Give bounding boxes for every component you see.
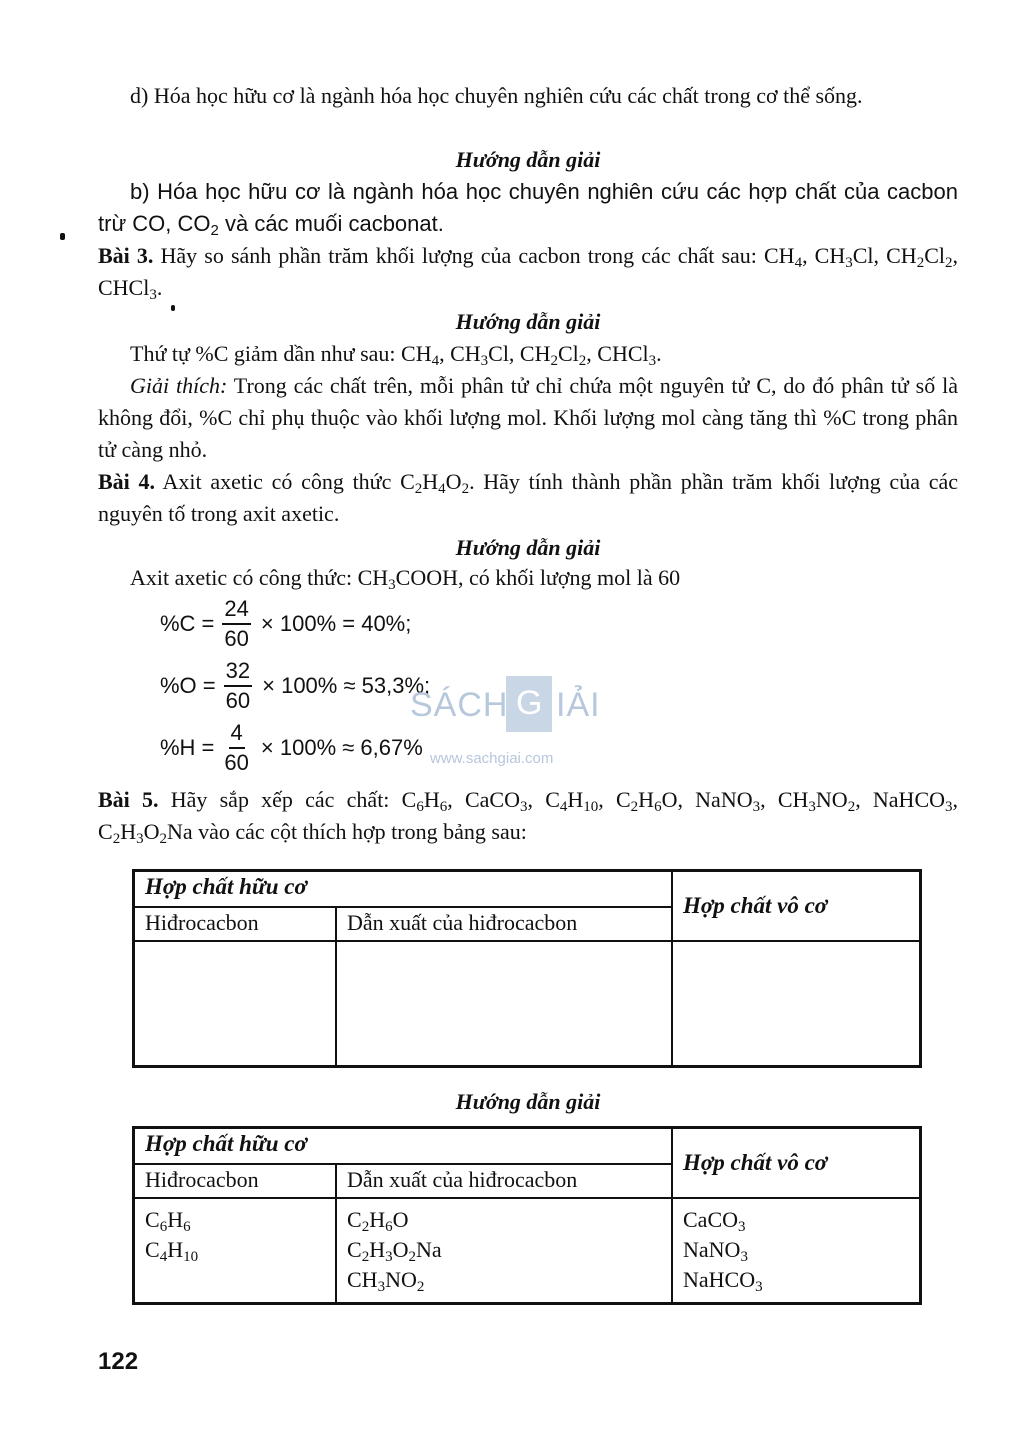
- fraction: $\frac{24}{60}$: [224, 596, 249, 651]
- hydrocarbon-header: Hiđrocacbon: [134, 907, 337, 941]
- inorganic-cell: CaCO$_3$ NaNO$_3$ NaHCO$_3$: [672, 1198, 921, 1304]
- classification-table-answer: [132, 1126, 922, 1305]
- exercise-4-label: Bài 4.: [98, 469, 156, 494]
- exercise-5-label: Bài 5.: [98, 787, 159, 812]
- organic-header: Hợp chất hữu cơ: [134, 871, 673, 907]
- hydrocarbon-cell: [134, 941, 337, 1067]
- formula-list-5: $C_6H_6$, CaCO$_3$, $C_4H_{10}$, $C_2H_6O$, NaNO$_3$, $CH_3NO_2$, NaHCO$_3$, $C_2H_3O_2Na$: [98, 787, 959, 847]
- derivative-cell: [336, 941, 672, 1067]
- hydrocarbon-cell: $C_6H_6$ $C_4H_{10}$: [134, 1198, 337, 1304]
- exercise-3-label: Bài 3.: [98, 243, 154, 268]
- inorganic-cell: [672, 941, 921, 1067]
- formula-list-3: $CH_4$, $CH_3Cl$, $CH_2Cl_2$, CHCl$_3$.: [98, 243, 958, 303]
- organic-header: Hợp chất hữu cơ: [134, 1128, 673, 1164]
- scan-speck: [60, 233, 65, 240]
- exercise-3-explanation: Giải thích: Trong các chất trên, mỗi phân tử chỉ chứa một nguyên tử C, do đó phân tử số là không đổi, %C chỉ phụ thuộc vào khối lượng mol. Khối lượng mol càng tăng thì %C trong phân tử càng nhỏ.: [98, 373, 958, 462]
- exercise-3-question: Bài 3. Hãy so sánh phần trăm khối lượng của cacbon trong các chất sau: $CH_4$, $CH_3Cl$, $CH_2Cl_2$, CHCl$_3$.: [98, 243, 958, 303]
- watermark-logo: SÁCH G IẢI www.sachgiai.com: [410, 672, 620, 772]
- derivative-header: Dẫn xuất của hiđrocacbon: [336, 907, 672, 941]
- oxygen-percent-equation: %O = $\frac{32}{60}$ × 100% ≈ 53,3%;: [160, 658, 431, 713]
- formula-order: $CH_4$, $CH_3Cl$, $CH_2Cl_2$, CHCl$_3$.: [401, 341, 662, 369]
- exercise-3-order: Thứ tự %C giảm dần như sau: $CH_4$, $CH_3Cl$, $CH_2Cl_2$, CHCl$_3$.: [130, 341, 662, 369]
- hydrocarbon-header: Hiđrocacbon: [134, 1164, 337, 1198]
- answer-b: b) Hóa học hữu cơ là ngành hóa học chuyên nghiên cứu các hợp chất của cacbon trừ CO, $CO_2$ và các muối cacbonat.: [98, 179, 958, 239]
- exercise-4-question: Bài 4. Axit axetic có công thức $C_2H_4O_2$. Hãy tính thành phần phần trăm khối lượng của các nguyên tố trong axit axetic.: [98, 469, 958, 526]
- inorganic-header: Hợp chất vô cơ: [672, 1128, 921, 1198]
- exercise-4-intro: Axit axetic có công thức: $CH_3COOH$, có khối lượng mol là 60: [130, 565, 681, 593]
- solution-heading-3: Hướng dẫn giải: [455, 535, 601, 560]
- inorganic-header: Hợp chất vô cơ: [672, 871, 921, 941]
- page-number: 122: [98, 1348, 139, 1375]
- hydrogen-percent-equation: %H = $\frac{4}{60}$ × 100% ≈ 6,67%: [160, 720, 423, 775]
- solution-heading-1: Hướng dẫn giải: [455, 147, 601, 172]
- exercise-5-question: Bài 5. Hãy sắp xếp các chất: $C_6H_6$, CaCO$_3$, $C_4H_{10}$, $C_2H_6O$, NaNO$_3$, $CH_3NO_2$, NaHCO$_3$, $C_2H_3O_2Na$ vào các cột thích hợp trong bảng sau:: [98, 787, 959, 847]
- option-d: d) Hóa học hữu cơ là ngành hóa học chuyên nghiên cứu các chất trong cơ thể sống.: [130, 83, 863, 108]
- fraction: $\frac{32}{60}$: [225, 658, 251, 713]
- acetic-formula: $C_2H_4O_2$: [400, 469, 470, 497]
- fraction: $\frac{4}{60}$: [224, 720, 249, 775]
- classification-table-empty: [132, 869, 922, 1068]
- solution-heading-2: Hướng dẫn giải: [455, 309, 601, 334]
- derivative-cell: $C_2H_6O$ $C_2H_3O_2Na$ $CH_3NO_2$: [336, 1198, 672, 1304]
- carbon-percent-equation: %C = $\frac{24}{60}$ × 100% = 40%;: [160, 596, 412, 651]
- solution-heading-4: Hướng dẫn giải: [455, 1089, 601, 1114]
- derivative-header: Dẫn xuất của hiđrocacbon: [336, 1164, 672, 1198]
